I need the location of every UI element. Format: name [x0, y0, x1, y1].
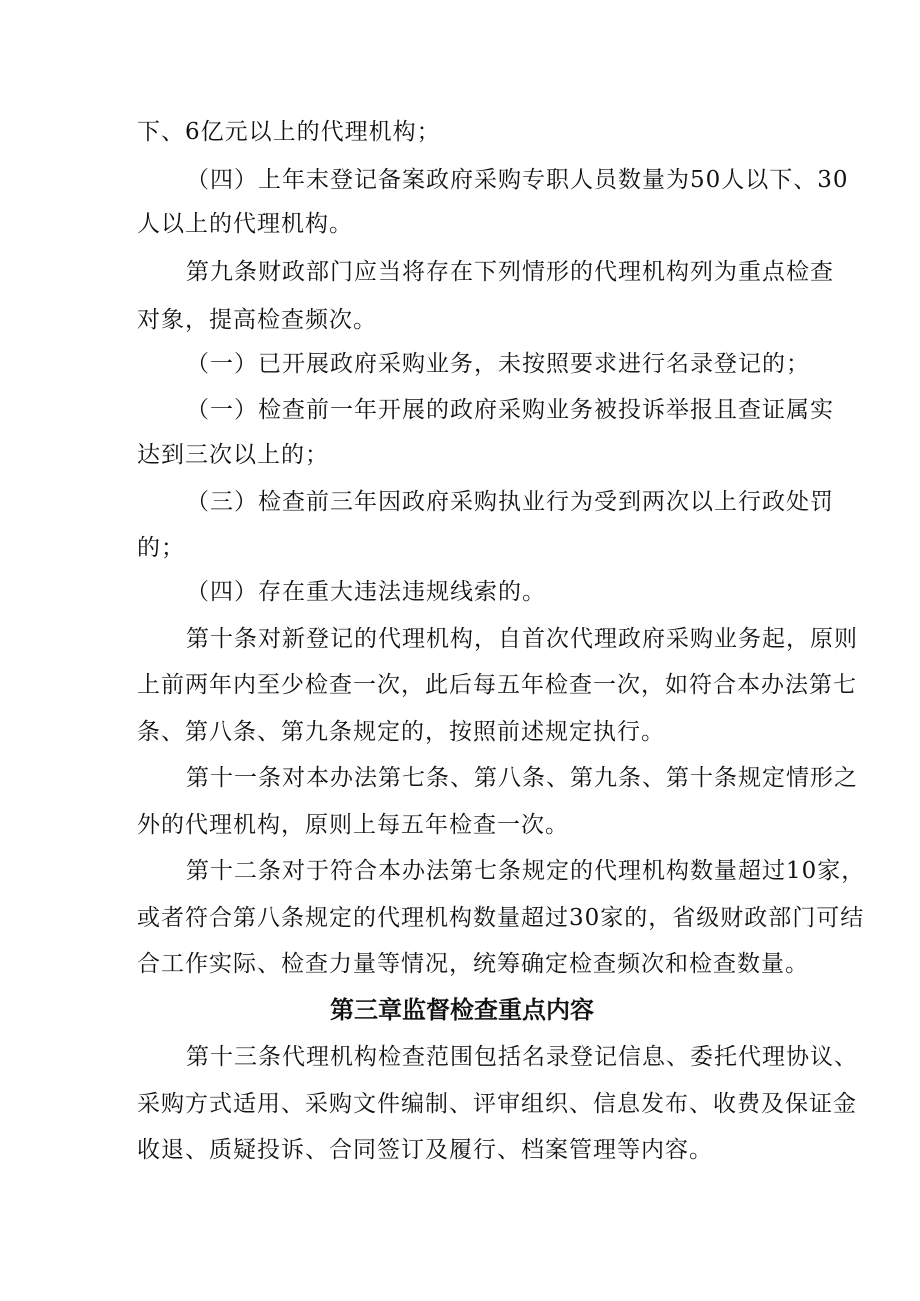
text-line: 采购方式适用、采购文件编制、评审组织、信息发布、收费及保证金	[137, 1091, 857, 1117]
text-line: 达到三次以上的；	[137, 442, 329, 468]
text-line: 对象，提高检查频次。	[137, 307, 377, 333]
text-line: 上前两年内至少检查一次，此后每五年检查一次，如符合本办法第七	[137, 672, 857, 698]
text-line: （一）检查前一年开展的政府采购业务被投诉举报且查证属实	[186, 397, 834, 423]
text-line: 第九条财政部门应当将存在下列情形的代理机构列为重点检查	[186, 259, 834, 285]
text-line: （一）已开展政府采购业务，未按照要求进行名录登记的；	[186, 351, 810, 377]
text-line: 第十条对新登记的代理机构，自首次代理政府采购业务起，原则	[186, 626, 858, 652]
text-line: 的；	[137, 535, 185, 561]
text-line: 下、6亿元以上的代理机构；	[137, 119, 441, 145]
text-line: 第十三条代理机构检查范围包括名录登记信息、委托代理协议、	[186, 1044, 858, 1070]
text-line: 外的代理机构，原则上每五年检查一次。	[137, 812, 569, 838]
text-line: 或者符合第八条规定的代理机构数量超过30家的，省级财政部门可结	[137, 905, 865, 931]
text-line: 合工作实际、检查力量等情况，统筹确定检查频次和检查数量。	[137, 951, 809, 977]
text-line: 第十二条对于符合本办法第七条规定的代理机构数量超过10家，	[186, 858, 866, 884]
text-line: （四）上年末登记备案政府采购专职人员数量为50人以下、30	[186, 167, 849, 193]
chapter-heading: 第三章监督检查重点内容	[330, 996, 594, 1024]
text-line: 人以上的代理机构。	[137, 211, 353, 237]
text-line: 条、第八条、第九条规定的，按照前述规定执行。	[137, 719, 665, 745]
text-line: 收退、质疑投诉、合同签订及履行、档案管理等内容。	[137, 1137, 713, 1163]
text-line: 第十一条对本办法第七条、第八条、第九条、第十条规定情形之	[186, 765, 858, 791]
text-line: （三）检查前三年因政府采购执业行为受到两次以上行政处罚	[186, 489, 834, 515]
text-line: （四）存在重大违法违规线索的。	[186, 579, 546, 605]
